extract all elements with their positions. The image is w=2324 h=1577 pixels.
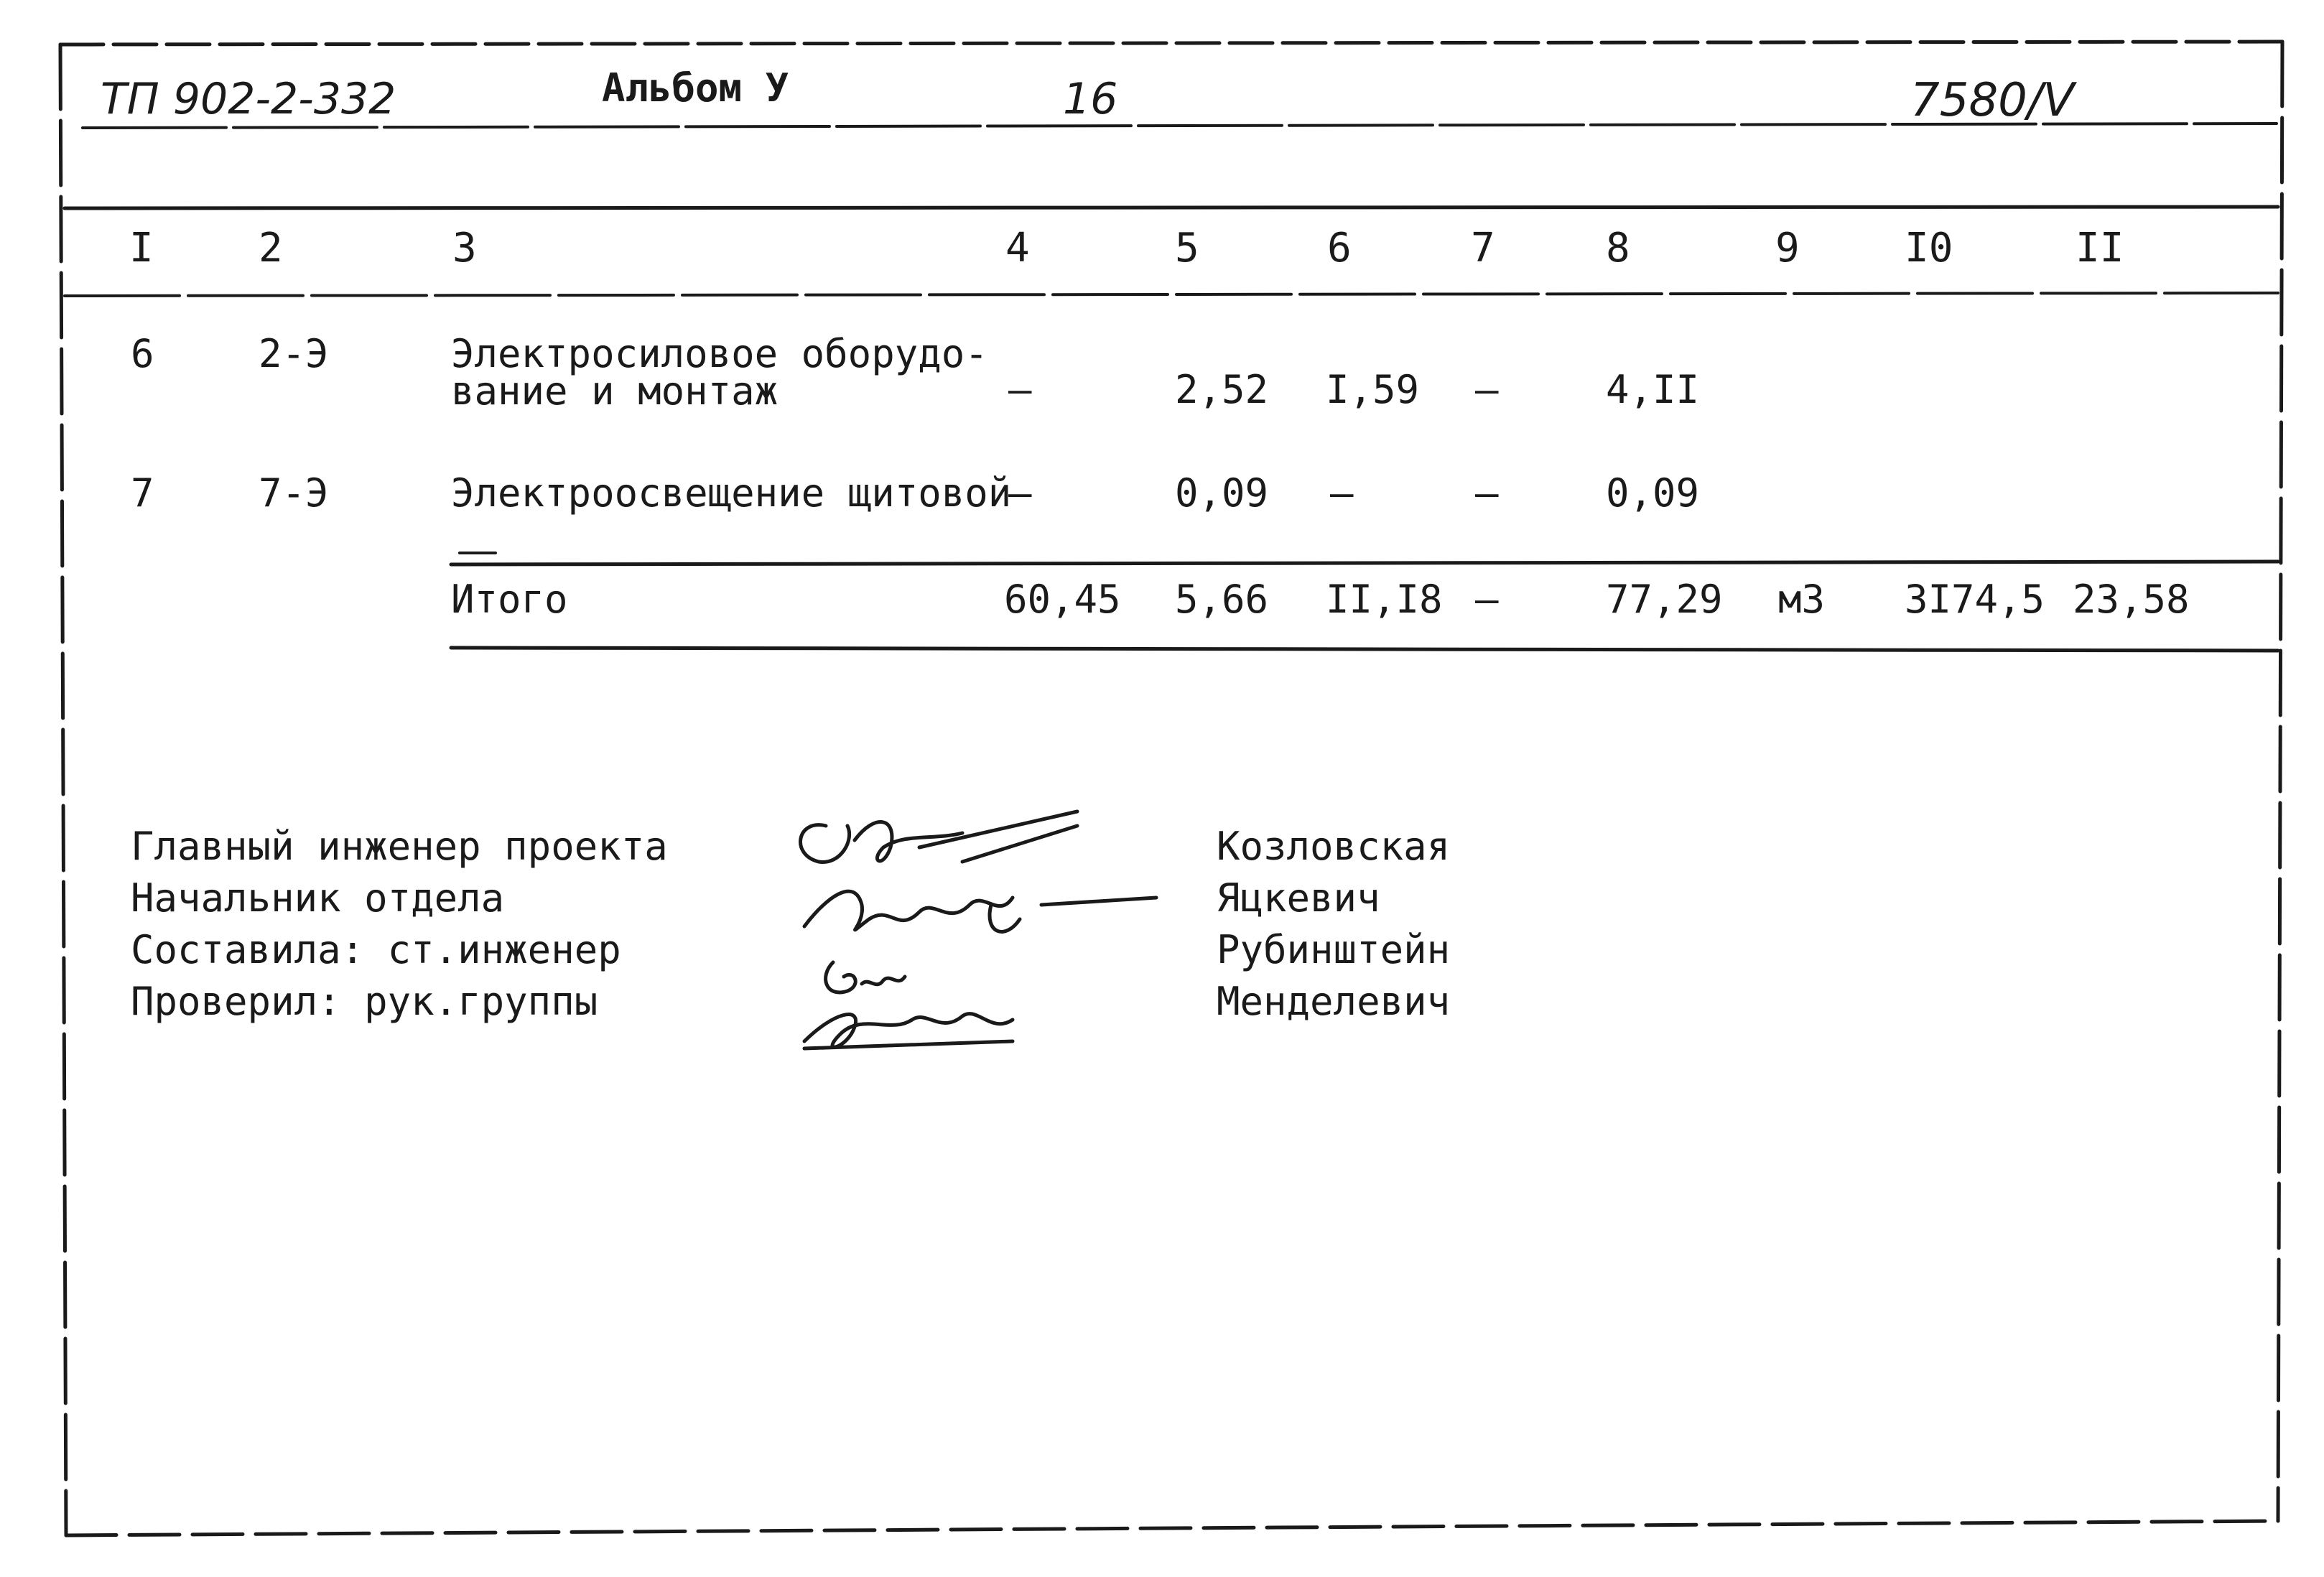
- row-col-8: 4,II: [1606, 367, 1700, 412]
- row-code: 7-Э: [259, 470, 329, 516]
- signatory-role: Начальник отдела: [131, 875, 505, 921]
- total-col-5: 5,66: [1175, 577, 1269, 622]
- page-number: 16: [1063, 74, 1118, 124]
- row-col-7: –: [1475, 470, 1499, 516]
- total-col-11: 23,58: [2073, 577, 2190, 622]
- signatory-name: Яцкевич: [1217, 875, 1380, 921]
- row-col-4: –: [1008, 470, 1032, 516]
- album-label: Альбом У: [602, 65, 789, 111]
- total-col-9: м3: [1778, 577, 1826, 622]
- archive-number: 7580/V: [1910, 74, 2075, 127]
- row-number: 6: [131, 331, 154, 376]
- col-header-9: 9: [1775, 225, 1800, 271]
- signatory-role: Составила: ст.инженер: [131, 927, 621, 972]
- signatory-name: Рубинштейн: [1217, 927, 1451, 972]
- row-number: 7: [131, 470, 154, 516]
- total-col-7: –: [1475, 577, 1499, 622]
- total-col-10: 3I74,5: [1905, 577, 2045, 622]
- row-description-line2: вание и монтаж: [451, 368, 778, 414]
- row-code: 2-Э: [259, 331, 329, 376]
- row-col-6: –: [1330, 470, 1354, 516]
- col-header-4: 4: [1005, 225, 1030, 271]
- row-col-7: –: [1475, 367, 1499, 412]
- col-header-10: I0: [1905, 225, 1953, 271]
- col-header-11: II: [2076, 225, 2124, 271]
- row-col-6: I,59: [1326, 367, 1420, 412]
- document-code: ТП 902-2-332: [101, 74, 396, 124]
- col-header-1: I: [129, 225, 154, 271]
- total-col-8: 77,29: [1606, 577, 1723, 622]
- signatory-name: Менделевич: [1217, 979, 1451, 1024]
- row-description: Электроосвещение щитовой: [451, 470, 1012, 516]
- row-col-8: 0,09: [1606, 470, 1700, 516]
- row-col-5: 2,52: [1175, 367, 1269, 412]
- signatory-role: Проверил: рук.группы: [131, 979, 598, 1024]
- row-col-5: 0,09: [1175, 470, 1269, 516]
- signatory-name: Козловская: [1217, 824, 1451, 869]
- col-header-3: 3: [452, 225, 477, 271]
- total-col-6: II,I8: [1326, 577, 1443, 622]
- col-header-6: 6: [1327, 225, 1352, 271]
- col-header-8: 8: [1606, 225, 1630, 271]
- handwritten-signatures: [776, 797, 1178, 1070]
- total-col-4: 60,45: [1004, 577, 1121, 622]
- row-col-4: –: [1008, 367, 1032, 412]
- col-header-7: 7: [1471, 225, 1495, 271]
- row-description-line1: Электросиловое оборудо-: [451, 331, 988, 376]
- signatory-role: Главный инженер проекта: [131, 824, 668, 869]
- total-label: Итого: [451, 577, 568, 622]
- col-header-5: 5: [1175, 225, 1199, 271]
- col-header-2: 2: [259, 225, 283, 271]
